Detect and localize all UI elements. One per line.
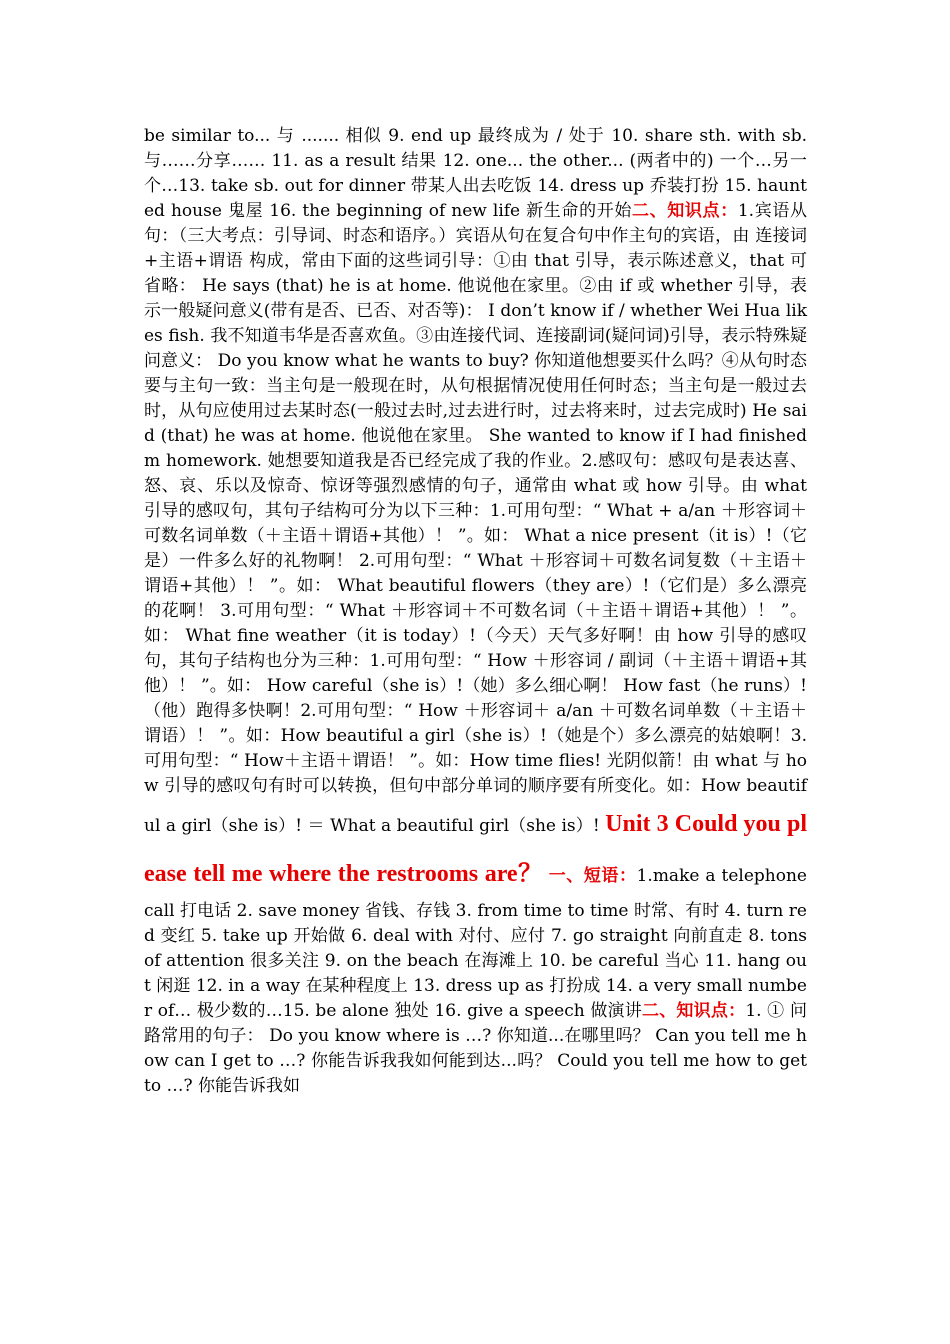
knowledge-points-body: 1.宾语从句：（三大考点：引导词、时态和语序。）宾语从句在复合句中作主句的宾语，由 连接词+主语+谓语 构成，常由下面的这些词引导：①由 that 引导，表示陈述意义，that 可省略： He says (that) he is at home. 他说他在家里。②由 if 或 whether 引导，表示一般疑问意义(带有是否、已否、对否等)： I don’t know if / whether Wei Hua likes fish. 我不知道韦华是否喜欢鱼。③由连接代词、连接副词(疑问词)引导，表示特殊疑问意义： Do you know what he wants to buy? 你知道他想要买什么吗？④从句时态要与主句一致：当主句是一般现在时，从句根据情况使用任何时态；当主句是一般过去时，从句应使用过去某时态(一般过去时,过去进行时，过去将来时，过去完成时) He said (that) he was at home. 他说他在家里。 She wanted to know if I had finished m homework. 她想要知道我是否已经完成了我的作业。2.感叹句：感叹句是表达喜、怒、哀、乐以及惊奇、惊讶等强烈感情的句子，通常由 what 或 how 引导。由 what 引导的感叹句，其句子结构可分为以下三种：1.可用句型：“ What + a/an ＋形容词＋可数名词单数（＋主语＋谓语+其他）！ ”。如： What a nice present（it is）!（它是）一件多么好的礼物啊！ 2.可用句型：“ What ＋形容词＋可数名词复数（＋主语＋谓语+其他）！ ”。如： What beautiful flowers（they are）!（它们是）多么漂亮的花啊！ 3.可用句型：“ What ＋形容词＋不可数名词（＋主语＋谓语+其他）！ ”。如： What fine weather（it is today）!（今天）天气多好啊！由 how 引导的感叹句，其句子结构也分为三种：1.可用句型：“ How ＋形容词 / 副词（＋主语＋谓语+其他）！ ”。如： How careful（she is）!（她）多么细心啊！ How fast（he runs）!（他）跑得多快啊！2.可用句型：“ How ＋形容词＋ a/an ＋可数名词单数（＋主语＋谓语）！ ”。如：How beautiful a girl（she is）!（她是个）多么漂亮的姑娘啊！3.可用句型：“ How＋主语＋谓语！ ”。如：How time flies! 光阴似箭！由 what 与 how 引导的感叹句有时可以转换，但句中部分单词的顺序要有所变化。如：How beautiful a girl（she is）! ＝ What a beautiful girl（she is）! — [144, 201, 807, 836]
document-page — [144, 124, 807, 1099]
phrase-list-continued: be similar to... 与 ....... 相似 9. end up 最终成为 / 处于 10. share sth. with sb. 与……分享…… 11. as a result 结果 12. one... the other... (两者中的) 一个…另一个…13. take sb. out for dinner 带某人出去吃饭 14. dress up 乔装打扮 15. haunted house 鬼屋 16. the beginning of new life 新生命的开始 — [144, 126, 807, 221]
phrases-heading: 一、短语： — [548, 866, 637, 886]
unit-3-title: Unit 3 Could you please tell me where the restrooms are？ — [144, 811, 808, 887]
knowledge-points-heading: 二、知识点： — [632, 201, 738, 221]
unit-3-knowledge-points-body: 1. ① 问路常用的句子： Do you know where is …? 你知道...在哪里吗？ Can you tell me how can I get to …? 你能告诉我我如何能到达...吗？ Could you tell me how to get to …? 你能告诉我如 — [144, 1001, 807, 1096]
phrases-body: 1.make a telephone call 打电话 2. save money 省钱、存钱 3. from time to time 时常、有时 4. turn red 变红 5. take up 开始做 6. deal with 对付、应付 7. go straight 向前直走 8. tons of attention 很多关注 9. on the beach 在海滩上 10. be careful 当心 11. hang out 闲逛 12. in a way 在某种程度上 13. dress up as 打扮成 14. a very small number of… 极少数的…15. be alone 独处 16. give a speech 做演讲 — [144, 866, 807, 1021]
unit-3-knowledge-points-heading: 二、知识点： — [642, 1001, 746, 1021]
